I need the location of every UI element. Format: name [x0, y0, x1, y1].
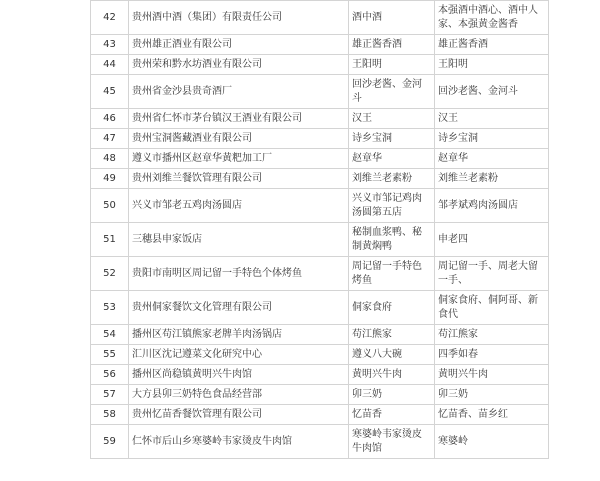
brand-cell: 周记留一手特色烤鱼 — [349, 257, 435, 291]
row-number-cell: 57 — [91, 385, 129, 405]
trade-name-cell: 苟江熊家 — [435, 325, 549, 345]
table-row — [91, 129, 549, 149]
row-number-cell: 45 — [91, 75, 129, 109]
company-cell: 三穗县申家饭店 — [129, 223, 349, 257]
row-number-cell: 46 — [91, 109, 129, 129]
row-number-cell: 43 — [91, 35, 129, 55]
brand-cell: 雄正酱香酒 — [349, 35, 435, 55]
brand-cell: 黄明兴牛肉 — [349, 365, 435, 385]
company-cell: 贵州雄正酒业有限公司 — [129, 35, 349, 55]
table-row — [91, 75, 549, 109]
table-row — [91, 223, 549, 257]
trade-name-cell: 寒婆岭 — [435, 425, 549, 459]
trade-name-cell: 侗家食府、侗阿哥、新食代 — [435, 291, 549, 325]
trade-name-cell: 邹孝斌鸡肉汤圆店 — [435, 189, 549, 223]
table-row — [91, 55, 549, 75]
brand-cell: 苟江熊家 — [349, 325, 435, 345]
trade-name-cell: 四季如春 — [435, 345, 549, 365]
brand-cell: 卯三奶 — [349, 385, 435, 405]
trade-name-cell: 卯三奶 — [435, 385, 549, 405]
company-cell: 贵州刘维兰餐饮管理有限公司 — [129, 169, 349, 189]
table-row — [91, 385, 549, 405]
table-row — [91, 1, 549, 35]
trade-name-cell: 回沙老酱、金河斗 — [435, 75, 549, 109]
brand-cell: 刘维兰老素粉 — [349, 169, 435, 189]
row-number-cell: 44 — [91, 55, 129, 75]
trade-name-cell: 本强酒中酒心、酒中人家、本强黄金酱香 — [435, 1, 549, 35]
brand-cell: 寒婆岭韦家烫皮牛肉馆 — [349, 425, 435, 459]
company-cell: 贵州省仁怀市茅台镇汉王酒业有限公司 — [129, 109, 349, 129]
table-row — [91, 149, 549, 169]
row-number-cell: 59 — [91, 425, 129, 459]
table-row — [91, 405, 549, 425]
company-cell: 汇川区沈记遵菜文化研究中心 — [129, 345, 349, 365]
brand-cell: 酒中酒 — [349, 1, 435, 35]
table-row — [91, 325, 549, 345]
company-cell: 贵州省金沙县贵奇酒厂 — [129, 75, 349, 109]
trade-name-cell: 王阳明 — [435, 55, 549, 75]
brand-cell: 侗家食府 — [349, 291, 435, 325]
trade-name-cell: 刘维兰老素粉 — [435, 169, 549, 189]
trade-name-cell: 诗乡宝洞 — [435, 129, 549, 149]
company-cell: 播州区尚稳镇黄明兴牛肉馆 — [129, 365, 349, 385]
trade-name-cell: 黄明兴牛肉 — [435, 365, 549, 385]
company-cell: 贵州宝洞酱藏酒业有限公司 — [129, 129, 349, 149]
row-number-cell: 58 — [91, 405, 129, 425]
table-row — [91, 425, 549, 459]
row-number-cell: 42 — [91, 1, 129, 35]
trade-name-cell: 申老四 — [435, 223, 549, 257]
company-cell: 播州区苟江镇熊家老牌羊肉汤锅店 — [129, 325, 349, 345]
row-number-cell: 53 — [91, 291, 129, 325]
row-number-cell: 48 — [91, 149, 129, 169]
row-number-cell: 54 — [91, 325, 129, 345]
table-row — [91, 189, 549, 223]
row-number-cell: 55 — [91, 345, 129, 365]
company-cell: 贵州忆苗香餐饮管理有限公司 — [129, 405, 349, 425]
company-cell: 贵州侗家餐饮文化管理有限公司 — [129, 291, 349, 325]
row-number-cell: 51 — [91, 223, 129, 257]
brand-cell: 汉王 — [349, 109, 435, 129]
company-cell: 兴义市邹老五鸡肉汤圆店 — [129, 189, 349, 223]
brand-cell: 回沙老酱、金河斗 — [349, 75, 435, 109]
brand-cell: 秘制血浆鸭、秘制黄焖鸭 — [349, 223, 435, 257]
row-number-cell: 50 — [91, 189, 129, 223]
table-row — [91, 365, 549, 385]
row-number-cell: 47 — [91, 129, 129, 149]
company-cell: 贵州酒中酒（集团）有限责任公司 — [129, 1, 349, 35]
trade-name-cell: 周记留一手、周老大留一手、 — [435, 257, 549, 291]
table-row — [91, 291, 549, 325]
table-row — [91, 345, 549, 365]
company-cell: 贵阳市南明区周记留一手特色个体烤鱼 — [129, 257, 349, 291]
row-number-cell: 52 — [91, 257, 129, 291]
trade-name-cell: 汉王 — [435, 109, 549, 129]
trade-name-cell: 赵章华 — [435, 149, 549, 169]
company-cell: 遵义市播州区赵章华黄粑加工厂 — [129, 149, 349, 169]
trade-name-cell: 忆苗香、苗乡红 — [435, 405, 549, 425]
brand-cell: 王阳明 — [349, 55, 435, 75]
brand-cell: 忆苗香 — [349, 405, 435, 425]
brand-cell: 兴义市邹记鸡肉汤圆第五店 — [349, 189, 435, 223]
brand-cell: 遵义八大碗 — [349, 345, 435, 365]
table-row — [91, 169, 549, 189]
company-cell: 大方县卯三奶特色食品经营部 — [129, 385, 349, 405]
table-row — [91, 109, 549, 129]
table-body — [91, 1, 549, 459]
table-row — [91, 257, 549, 291]
trade-name-cell: 雄正酱香酒 — [435, 35, 549, 55]
table-row — [91, 35, 549, 55]
brand-list-table — [90, 0, 549, 459]
row-number-cell: 56 — [91, 365, 129, 385]
company-cell: 贵州荣和黔水坊酒业有限公司 — [129, 55, 349, 75]
row-number-cell: 49 — [91, 169, 129, 189]
brand-cell: 诗乡宝洞 — [349, 129, 435, 149]
brand-cell: 赵章华 — [349, 149, 435, 169]
company-cell: 仁怀市后山乡寒婆岭韦家烫皮牛肉馆 — [129, 425, 349, 459]
